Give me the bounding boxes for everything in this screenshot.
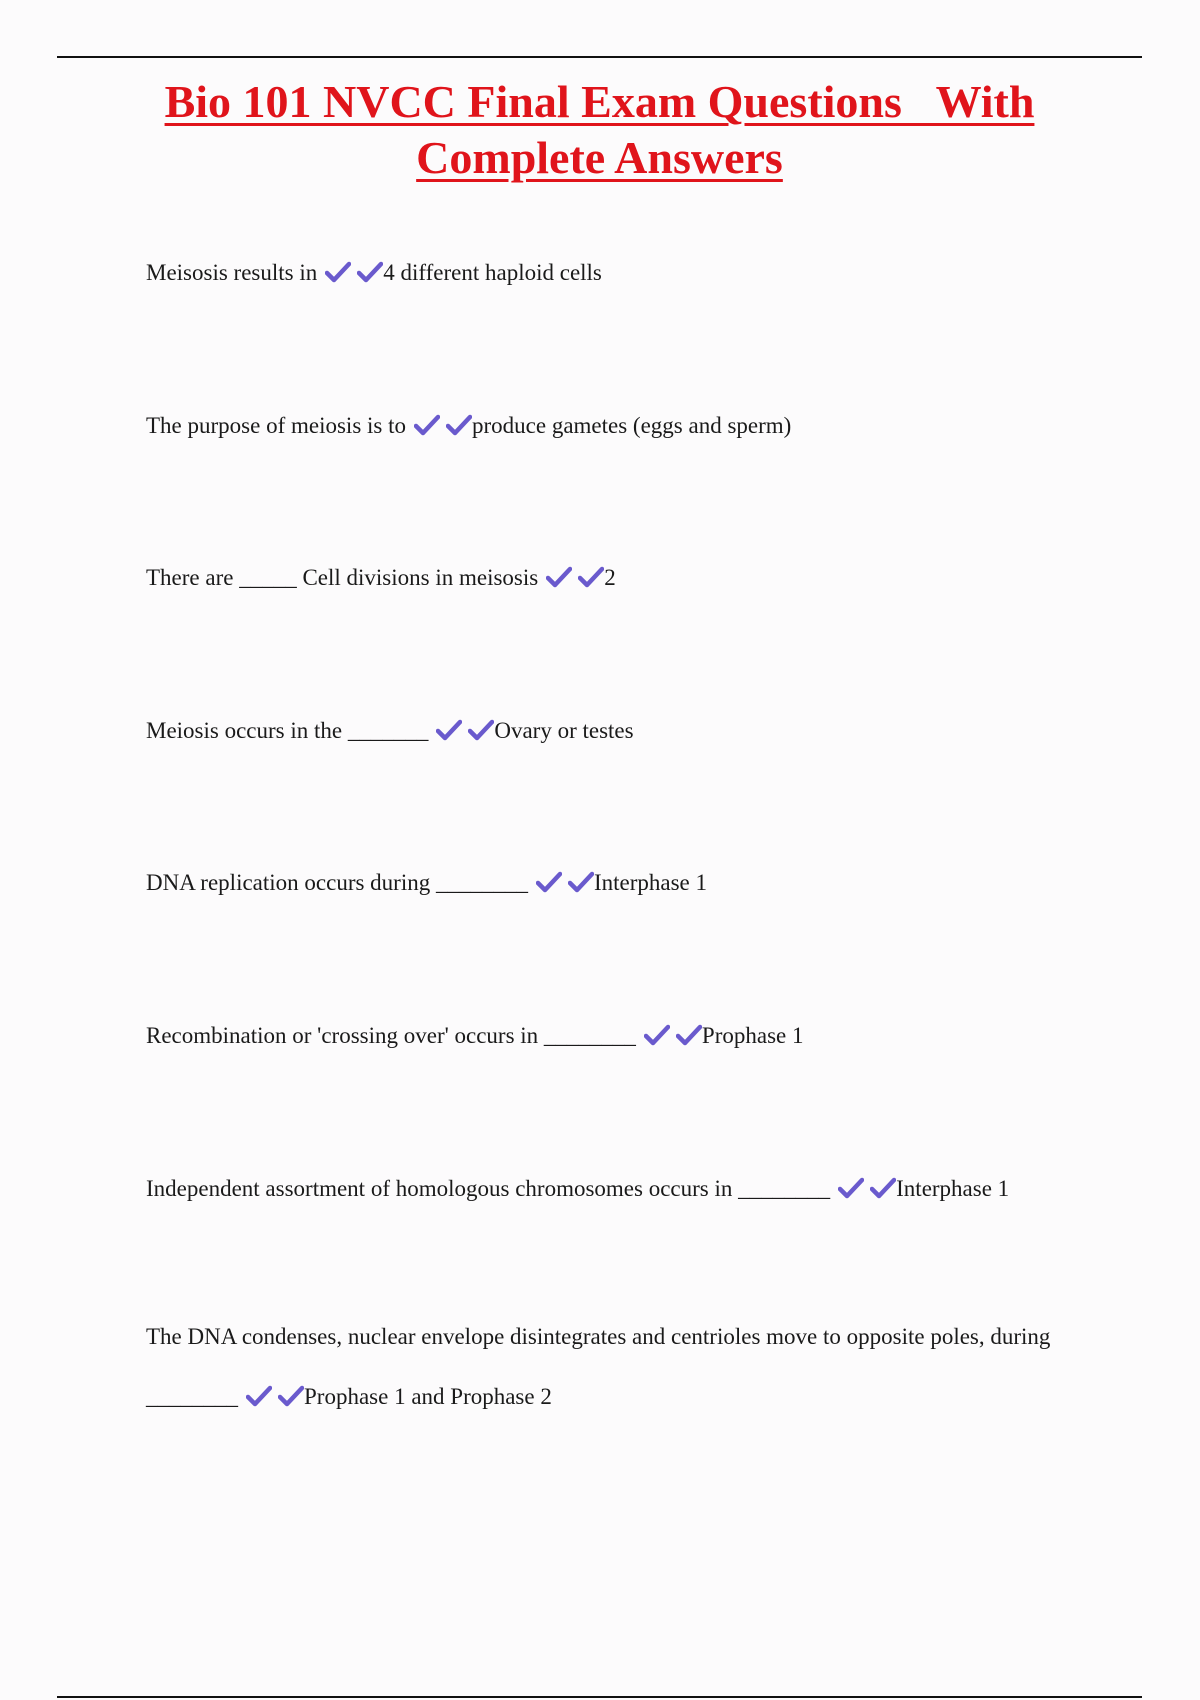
answer-marker	[838, 1159, 898, 1219]
qa-item	[146, 1006, 1106, 1066]
check-icon	[278, 1385, 304, 1407]
check-icon	[838, 1177, 864, 1199]
check-icon	[246, 1385, 272, 1407]
question-text: DNA replication occurs during ________	[146, 870, 528, 895]
check-icon	[568, 871, 594, 893]
answer-marker	[546, 548, 606, 608]
answer-text: Prophase 1 and Prophase 2	[304, 1384, 552, 1409]
answer-marker	[536, 853, 596, 913]
answer-text: Ovary or testes	[494, 718, 634, 743]
check-icon	[578, 566, 604, 588]
qa-item	[146, 243, 1106, 303]
answer-text: Interphase 1	[593, 870, 708, 895]
check-icon	[414, 414, 440, 436]
title-line-1: Bio 101 NVCC Final Exam Questions With	[164, 76, 1035, 127]
answer-marker	[436, 701, 496, 761]
check-icon	[446, 414, 472, 436]
answer-marker	[325, 243, 385, 303]
answer-text: produce gametes (eggs and sperm)	[472, 413, 792, 438]
document-title	[57, 74, 1142, 186]
top-rule	[57, 56, 1142, 58]
answer-marker	[246, 1367, 306, 1427]
title-line-2: Complete Answers	[416, 132, 783, 183]
question-text: Recombination or 'crossing over' occurs in ________	[146, 1023, 636, 1048]
check-icon	[325, 261, 351, 283]
answer-text: Interphase 1	[896, 1176, 1010, 1201]
question-text: Meisosis results in	[146, 260, 318, 285]
qa-item	[146, 1159, 1106, 1219]
answer-text: 4 different haploid cells	[383, 260, 602, 285]
check-icon	[870, 1177, 896, 1199]
qa-item	[146, 701, 1106, 761]
answer-marker	[644, 1006, 704, 1066]
check-icon	[676, 1024, 702, 1046]
question-text: The purpose of meiosis is to	[146, 413, 406, 438]
check-icon	[468, 719, 494, 741]
qa-item	[146, 396, 1106, 456]
check-icon	[644, 1024, 670, 1046]
answer-text: 2	[604, 565, 616, 590]
qa-item	[146, 1307, 1106, 1427]
check-icon	[436, 719, 462, 741]
check-icon	[357, 261, 383, 283]
check-icon	[546, 566, 572, 588]
question-text: Independent assortment of homologous chromosomes occurs in ________	[146, 1176, 831, 1201]
answer-text: Prophase 1	[701, 1023, 804, 1048]
qa-item	[146, 548, 1106, 608]
question-text: The DNA condenses, nuclear envelope disintegrates and centrioles move to opposite poles, during ________	[146, 1324, 1051, 1409]
qa-item	[146, 853, 1106, 913]
bottom-rule	[57, 1696, 1142, 1698]
question-text: Meiosis occurs in the _______	[146, 718, 429, 743]
answer-marker	[414, 396, 474, 456]
check-icon	[536, 871, 562, 893]
question-text: There are _____ Cell divisions in meisosis	[146, 565, 539, 590]
